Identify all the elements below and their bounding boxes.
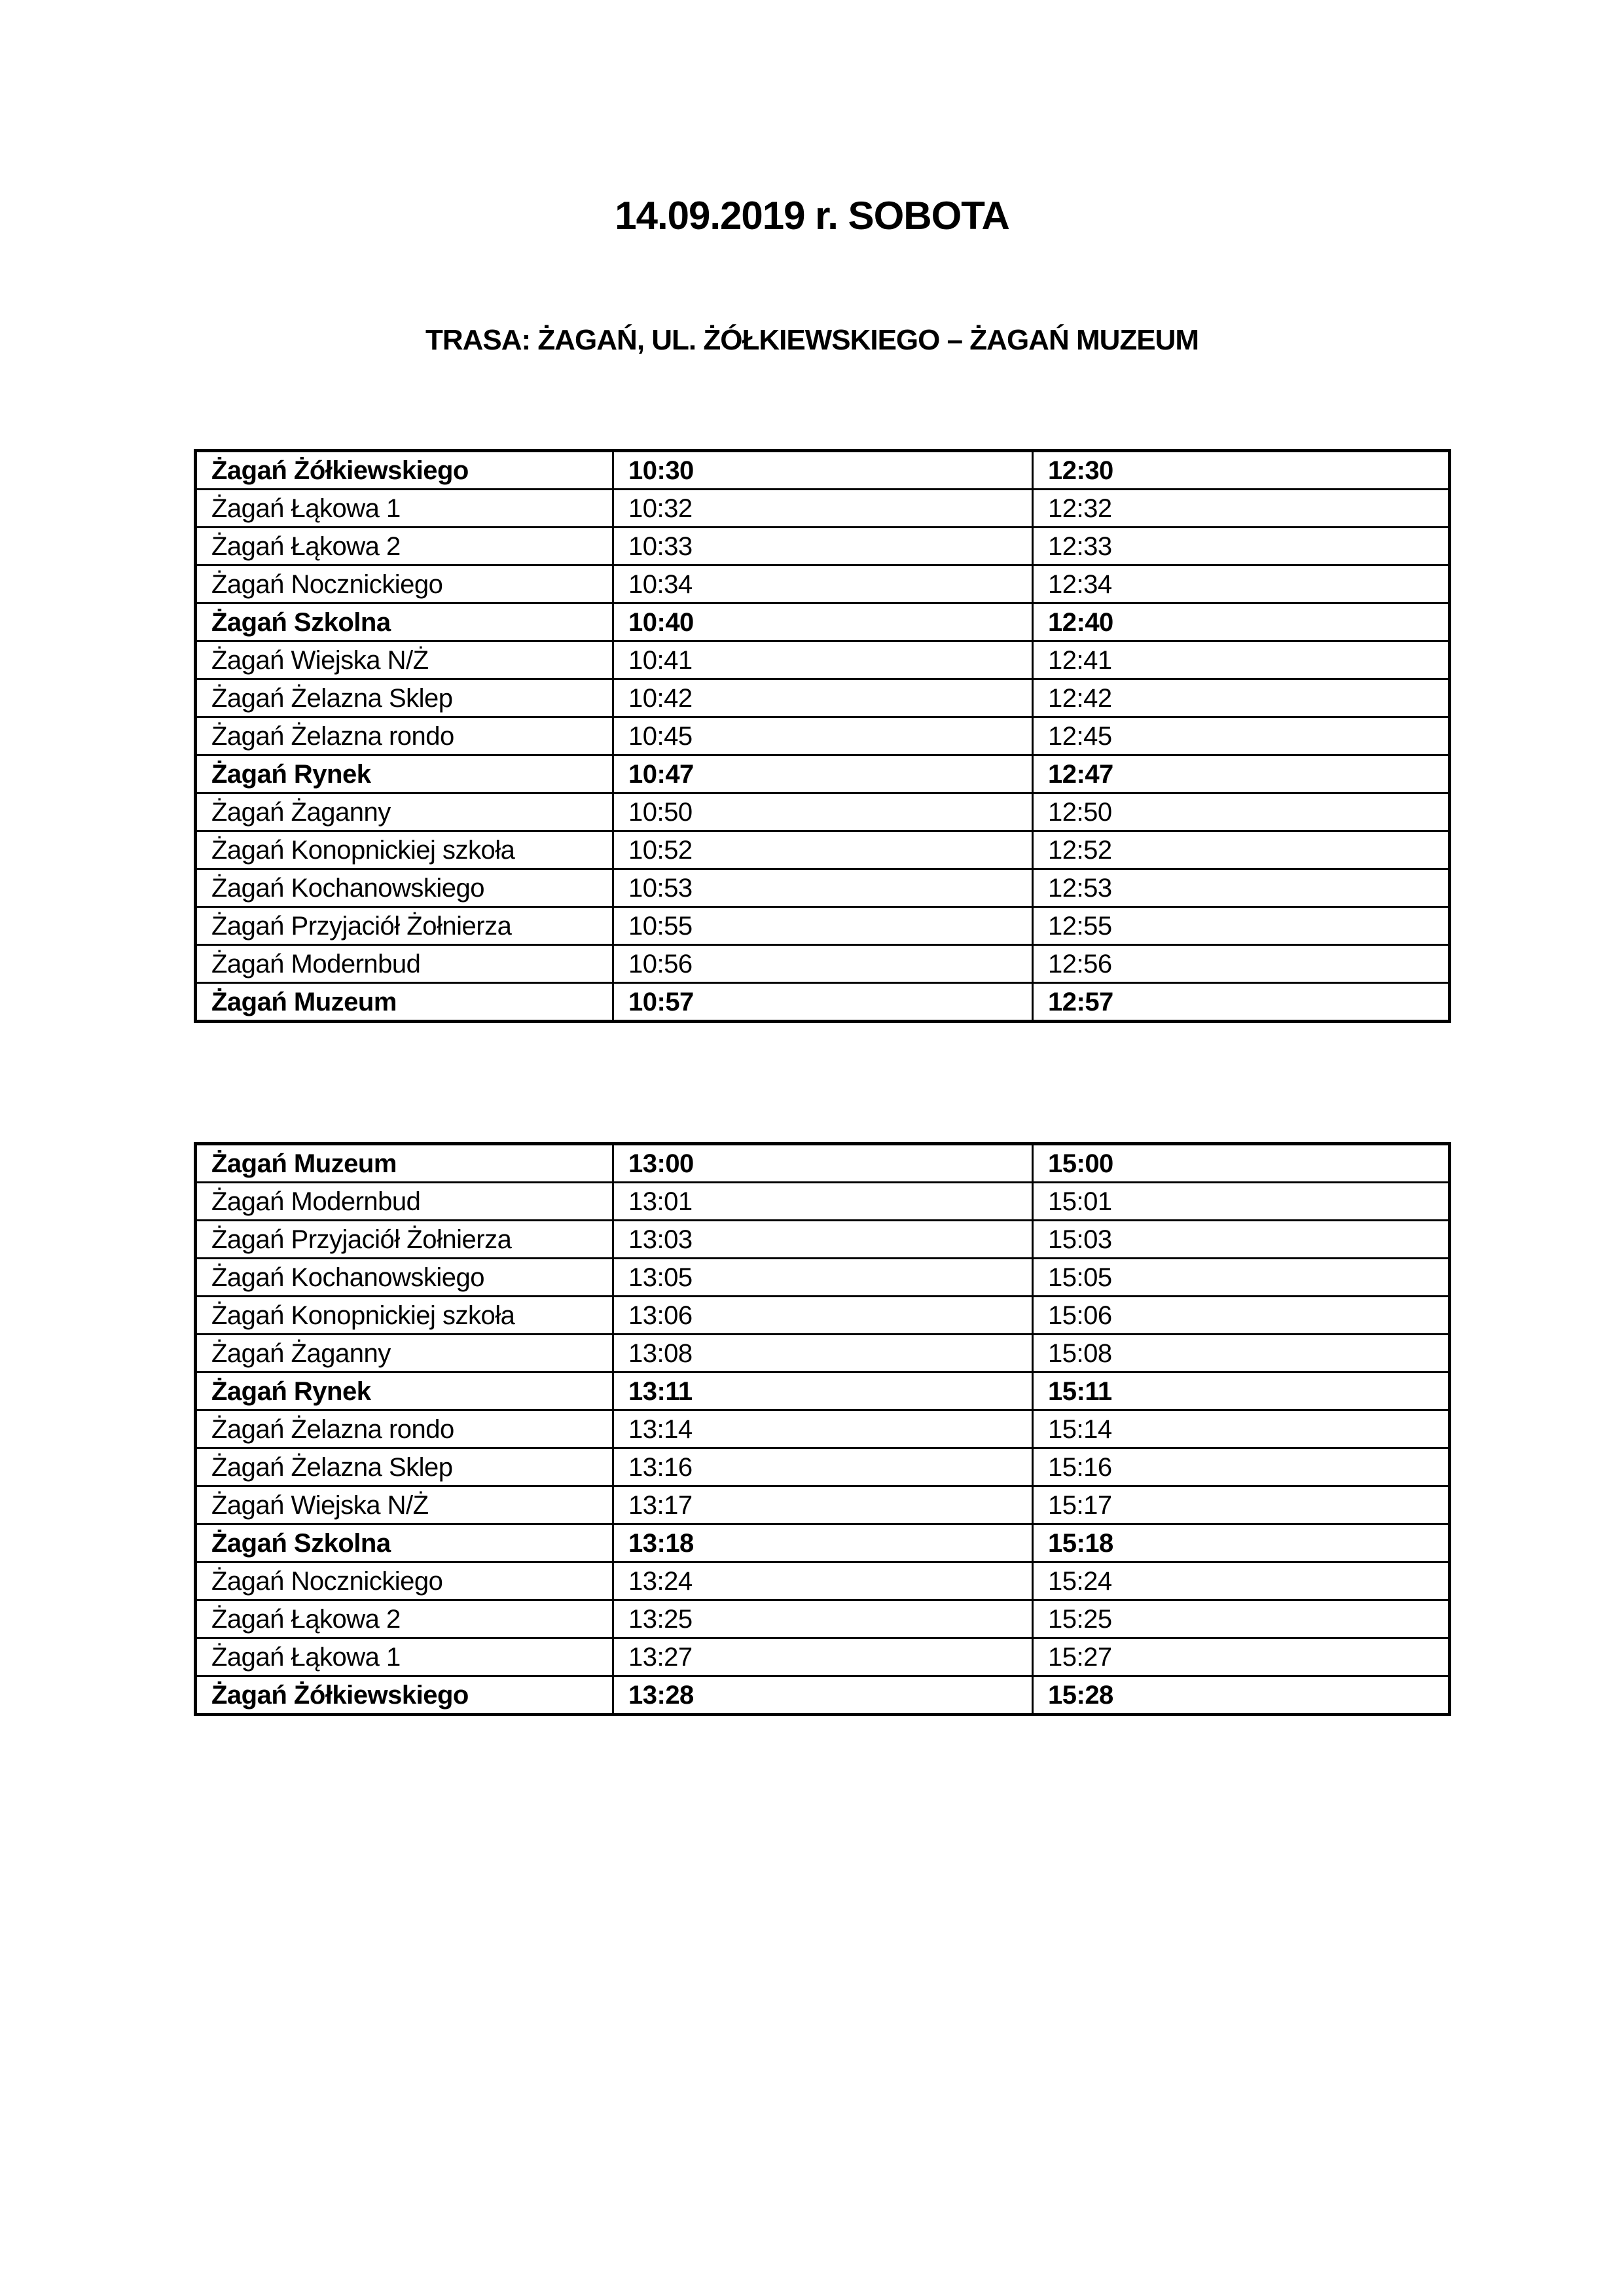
stop-name-cell: Żagań Konopnickiej szkoła xyxy=(196,1297,613,1335)
table-row xyxy=(196,1221,1450,1259)
departure-time-1-cell: 10:32 xyxy=(613,490,1033,528)
stop-name-cell: Żagań Wiejska N/Ż xyxy=(196,1486,613,1524)
table-row xyxy=(196,717,1450,755)
table-row xyxy=(196,1183,1450,1221)
table-row xyxy=(196,528,1450,565)
stop-name-cell: Żagań Kochanowskiego xyxy=(196,1259,613,1297)
departure-time-1-cell: 13:28 xyxy=(613,1676,1033,1715)
departure-time-2-cell: 15:14 xyxy=(1033,1410,1450,1448)
departure-time-2-cell: 15:24 xyxy=(1033,1562,1450,1600)
departure-time-1-cell: 10:55 xyxy=(613,907,1033,945)
stop-name-cell: Żagań Przyjaciół Żołnierza xyxy=(196,907,613,945)
departure-time-1-cell: 10:34 xyxy=(613,565,1033,603)
stop-name-cell: Żagań Łąkowa 2 xyxy=(196,528,613,565)
stop-name-cell: Żagań Szkolna xyxy=(196,1524,613,1562)
table-row xyxy=(196,565,1450,603)
departure-time-2-cell: 15:06 xyxy=(1033,1297,1450,1335)
departure-time-2-cell: 15:25 xyxy=(1033,1600,1450,1638)
departure-time-1-cell: 10:52 xyxy=(613,831,1033,869)
departure-time-2-cell: 15:17 xyxy=(1033,1486,1450,1524)
departure-time-2-cell: 15:16 xyxy=(1033,1448,1450,1486)
table-row xyxy=(196,603,1450,641)
stop-name-cell: Żagań Łąkowa 1 xyxy=(196,1638,613,1676)
table-row xyxy=(196,641,1450,679)
table-row xyxy=(196,869,1450,907)
departure-time-2-cell: 15:05 xyxy=(1033,1259,1450,1297)
departure-time-1-cell: 13:06 xyxy=(613,1297,1033,1335)
stop-name-cell: Żagań Modernbud xyxy=(196,945,613,983)
stop-name-cell: Żagań Żelazna Sklep xyxy=(196,1448,613,1486)
departure-time-2-cell: 12:50 xyxy=(1033,793,1450,831)
departure-time-2-cell: 15:27 xyxy=(1033,1638,1450,1676)
departure-time-2-cell: 15:01 xyxy=(1033,1183,1450,1221)
departure-time-1-cell: 10:30 xyxy=(613,451,1033,490)
table-row xyxy=(196,451,1450,490)
departure-time-2-cell: 12:57 xyxy=(1033,983,1450,1022)
departure-time-1-cell: 13:00 xyxy=(613,1144,1033,1183)
departure-time-2-cell: 12:41 xyxy=(1033,641,1450,679)
stop-name-cell: Żagań Łąkowa 1 xyxy=(196,490,613,528)
departure-time-2-cell: 15:18 xyxy=(1033,1524,1450,1562)
departure-time-2-cell: 12:52 xyxy=(1033,831,1450,869)
departure-time-2-cell: 15:03 xyxy=(1033,1221,1450,1259)
departure-time-1-cell: 13:05 xyxy=(613,1259,1033,1297)
departure-time-1-cell: 13:24 xyxy=(613,1562,1033,1600)
timetable-return xyxy=(194,1142,1451,1716)
departure-time-1-cell: 10:56 xyxy=(613,945,1033,983)
departure-time-1-cell: 13:16 xyxy=(613,1448,1033,1486)
departure-time-1-cell: 13:03 xyxy=(613,1221,1033,1259)
departure-time-1-cell: 10:42 xyxy=(613,679,1033,717)
departure-time-2-cell: 12:53 xyxy=(1033,869,1450,907)
departure-time-1-cell: 13:01 xyxy=(613,1183,1033,1221)
table-row xyxy=(196,1297,1450,1335)
departure-time-1-cell: 13:27 xyxy=(613,1638,1033,1676)
departure-time-2-cell: 15:08 xyxy=(1033,1335,1450,1372)
table-row xyxy=(196,1144,1450,1183)
stop-name-cell: Żagań Żaganny xyxy=(196,793,613,831)
table-row xyxy=(196,1486,1450,1524)
table-row xyxy=(196,1562,1450,1600)
stop-name-cell: Żagań Przyjaciół Żołnierza xyxy=(196,1221,613,1259)
table-row xyxy=(196,1524,1450,1562)
departure-time-1-cell: 13:14 xyxy=(613,1410,1033,1448)
table-row xyxy=(196,1676,1450,1715)
departure-time-1-cell: 13:17 xyxy=(613,1486,1033,1524)
table-row xyxy=(196,1638,1450,1676)
table-row xyxy=(196,1410,1450,1448)
stop-name-cell: Żagań Nocznickiego xyxy=(196,1562,613,1600)
departure-time-2-cell: 12:56 xyxy=(1033,945,1450,983)
departure-time-2-cell: 12:45 xyxy=(1033,717,1450,755)
stop-name-cell: Żagań Żelazna Sklep xyxy=(196,679,613,717)
departure-time-2-cell: 15:00 xyxy=(1033,1144,1450,1183)
departure-time-1-cell: 10:53 xyxy=(613,869,1033,907)
stop-name-cell: Żagań Rynek xyxy=(196,1372,613,1410)
departure-time-1-cell: 10:57 xyxy=(613,983,1033,1022)
table-row xyxy=(196,983,1450,1022)
stop-name-cell: Żagań Żółkiewskiego xyxy=(196,451,613,490)
table-row xyxy=(196,1259,1450,1297)
departure-time-2-cell: 12:33 xyxy=(1033,528,1450,565)
stop-name-cell: Żagań Szkolna xyxy=(196,603,613,641)
departure-time-2-cell: 15:28 xyxy=(1033,1676,1450,1715)
table-row xyxy=(196,907,1450,945)
table-row xyxy=(196,1372,1450,1410)
departure-time-2-cell: 12:55 xyxy=(1033,907,1450,945)
departure-time-1-cell: 13:11 xyxy=(613,1372,1033,1410)
stop-name-cell: Żagań Konopnickiej szkoła xyxy=(196,831,613,869)
departure-time-2-cell: 12:30 xyxy=(1033,451,1450,490)
table-row xyxy=(196,1600,1450,1638)
departure-time-2-cell: 12:32 xyxy=(1033,490,1450,528)
table-row xyxy=(196,945,1450,983)
table-row xyxy=(196,1448,1450,1486)
stop-name-cell: Żagań Łąkowa 2 xyxy=(196,1600,613,1638)
departure-time-1-cell: 10:40 xyxy=(613,603,1033,641)
departure-time-1-cell: 10:33 xyxy=(613,528,1033,565)
stop-name-cell: Żagań Żelazna rondo xyxy=(196,1410,613,1448)
departure-time-1-cell: 10:45 xyxy=(613,717,1033,755)
stop-name-cell: Żagań Rynek xyxy=(196,755,613,793)
stop-name-cell: Żagań Wiejska N/Ż xyxy=(196,641,613,679)
date-title: 14.09.2019 r. SOBOTA xyxy=(615,194,1009,238)
departure-time-2-cell: 12:34 xyxy=(1033,565,1450,603)
departure-time-1-cell: 10:50 xyxy=(613,793,1033,831)
departure-time-1-cell: 13:08 xyxy=(613,1335,1033,1372)
table-row xyxy=(196,831,1450,869)
route-title: TRASA: ŻAGAŃ, UL. ŻÓŁKIEWSKIEGO – ŻAGAŃ MUZEUM xyxy=(425,324,1199,356)
stop-name-cell: Żagań Kochanowskiego xyxy=(196,869,613,907)
table-row xyxy=(196,490,1450,528)
timetable-outbound xyxy=(194,449,1451,1023)
stop-name-cell: Żagań Modernbud xyxy=(196,1183,613,1221)
stop-name-cell: Żagań Żelazna rondo xyxy=(196,717,613,755)
table-row xyxy=(196,1335,1450,1372)
departure-time-2-cell: 15:11 xyxy=(1033,1372,1450,1410)
departure-time-1-cell: 10:41 xyxy=(613,641,1033,679)
table-row xyxy=(196,793,1450,831)
departure-time-2-cell: 12:40 xyxy=(1033,603,1450,641)
departure-time-1-cell: 10:47 xyxy=(613,755,1033,793)
stop-name-cell: Żagań Muzeum xyxy=(196,1144,613,1183)
stop-name-cell: Żagań Żółkiewskiego xyxy=(196,1676,613,1715)
table-row xyxy=(196,679,1450,717)
departure-time-1-cell: 13:18 xyxy=(613,1524,1033,1562)
departure-time-2-cell: 12:47 xyxy=(1033,755,1450,793)
departure-time-2-cell: 12:42 xyxy=(1033,679,1450,717)
stop-name-cell: Żagań Muzeum xyxy=(196,983,613,1022)
departure-time-1-cell: 13:25 xyxy=(613,1600,1033,1638)
table-row xyxy=(196,755,1450,793)
stop-name-cell: Żagań Nocznickiego xyxy=(196,565,613,603)
stop-name-cell: Żagań Żaganny xyxy=(196,1335,613,1372)
